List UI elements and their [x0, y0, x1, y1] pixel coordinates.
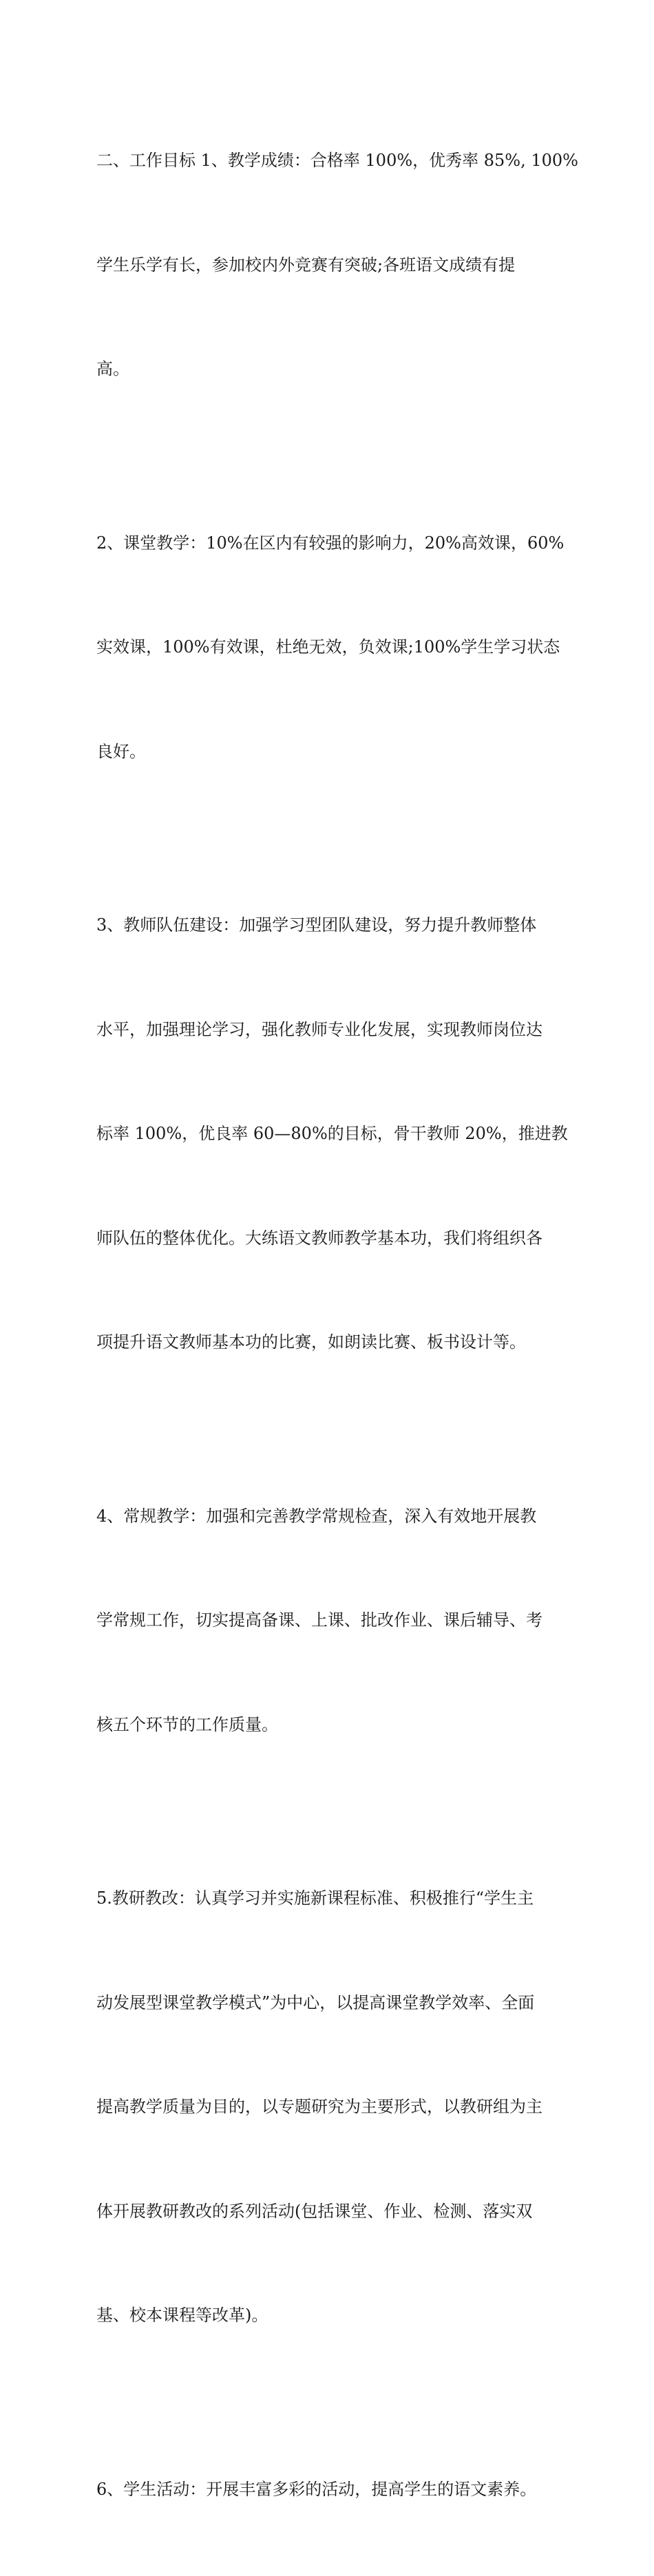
paragraph-student-activities — [96, 2403, 571, 2576]
paragraph-teaching-research — [96, 1811, 571, 2403]
paragraph-work-goals — [96, 74, 571, 456]
text-line: 良好。 — [96, 734, 571, 769]
text-line: 5.教研教改：认真学习并实施新课程标准、积极推行“学生主 — [96, 1881, 571, 1916]
text-line: 学常规工作，切实提高备课、上课、批改作业、课后辅导、考 — [96, 1603, 571, 1638]
text-line: 高。 — [96, 352, 571, 387]
document-body — [96, 74, 571, 2576]
text-line: 3、教师队伍建设：加强学习型团队建设，努力提升教师整体 — [96, 908, 571, 943]
text-line: 师队伍的整体优化。大练语文教师教学基本功，我们将组织各 — [96, 1221, 571, 1256]
text-line: 2、课堂教学：10%在区内有较强的影响力，20%高效课，60% — [96, 526, 571, 561]
text-line: 核五个环节的工作质量。 — [96, 1707, 571, 1743]
text-line: 实效课，100%有效课，杜绝无效，负效课;100%学生学习状态 — [96, 630, 571, 665]
text-line: 提高教学质量为目的，以专题研究为主要形式，以教研组为主 — [96, 2089, 571, 2125]
text-line: 体开展教研教改的系列活动(包括课堂、作业、检测、落实双 — [96, 2194, 571, 2229]
paragraph-classroom-teaching — [96, 456, 571, 839]
text-line: 水平，加强理论学习，强化教师专业化发展，实现教师岗位达 — [96, 1012, 571, 1047]
text-line: 标率 100%，优良率 60—80%的目标，骨干教师 20%，推进教 — [96, 1116, 571, 1151]
text-line: 4、常规教学：加强和完善教学常规检查，深入有效地开展教 — [96, 1499, 571, 1534]
paragraph-routine-teaching — [96, 1429, 571, 1812]
text-line: 项提升语文教师基本功的比赛，如朗读比赛、板书设计等。 — [96, 1325, 571, 1360]
paragraph-teacher-team — [96, 838, 571, 1429]
text-line: 动发展型课堂教学模式”为中心，以提高课堂教学效率、全面 — [96, 1986, 571, 2021]
text-line: 6、学生活动：开展丰富多彩的活动，提高学生的语文素养。 — [96, 2472, 571, 2507]
text-line: 二、工作目标 1、教学成绩：合格率 100%，优秀率 85%, 100% — [96, 143, 571, 178]
text-line: 学生乐学有长，参加校内外竞赛有突破;各班语文成绩有提 — [96, 248, 571, 283]
text-line: 基、校本课程等改革)。 — [96, 2298, 571, 2333]
